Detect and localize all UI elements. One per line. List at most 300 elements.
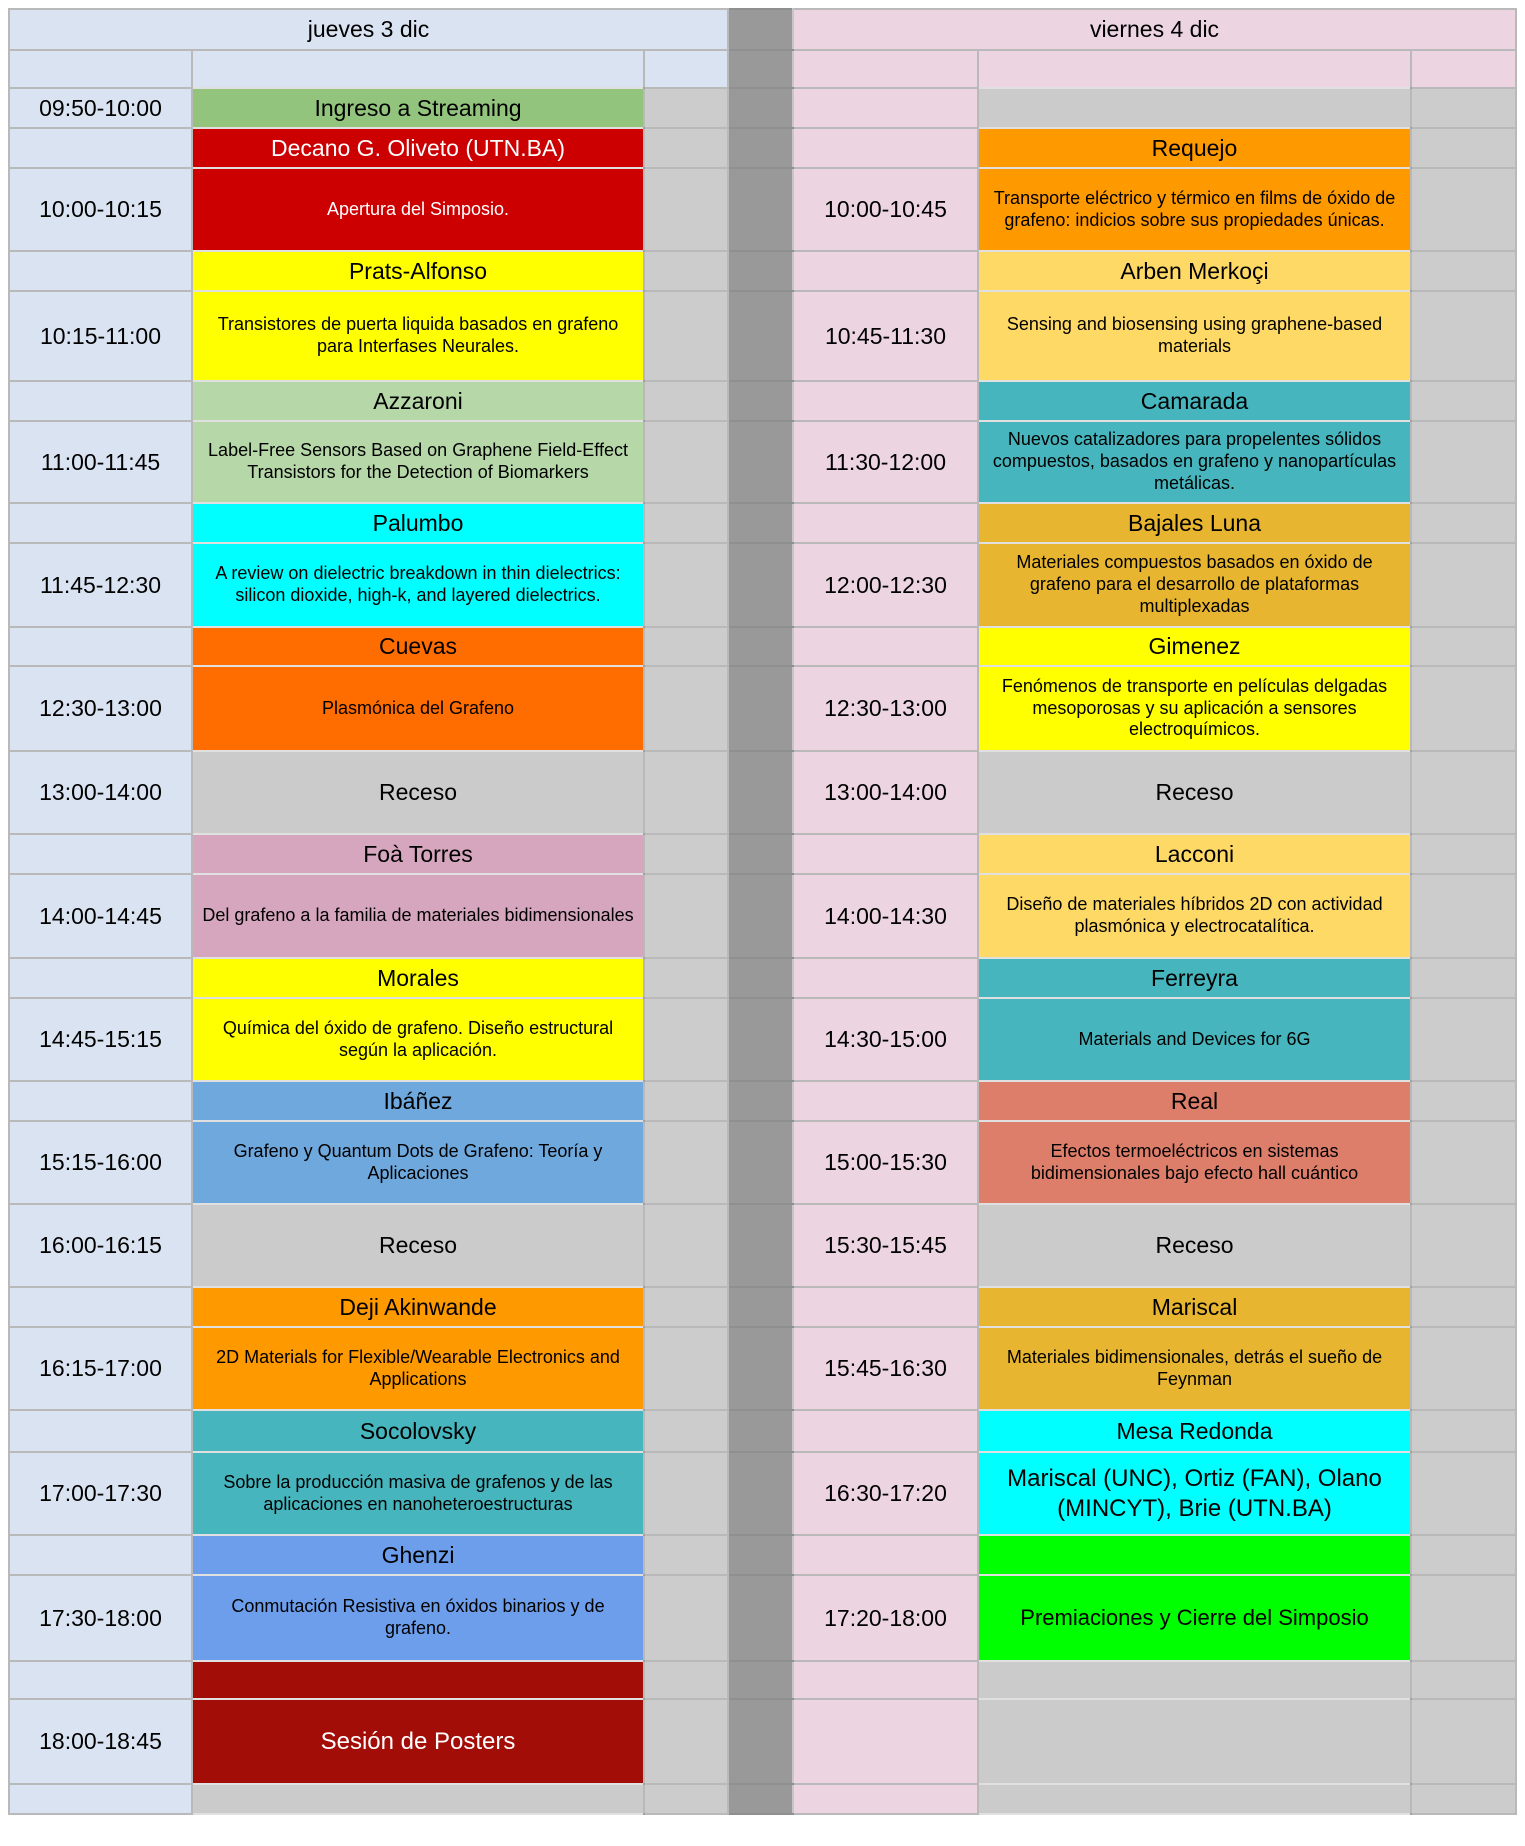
event-cell-right-r4-label: Transporte eléctrico y térmico en films de óxido de grafeno: indicios sobre sus propiedades únicas. <box>993 187 1396 230</box>
event-cell-right-r1[interactable] <box>978 50 1411 88</box>
divider-cell-r3 <box>728 128 793 168</box>
divider-cell-r9 <box>728 503 793 543</box>
time-cell-left-r13[interactable] <box>9 751 192 834</box>
event-cell-right-r12[interactable] <box>978 666 1411 751</box>
divider-cell-r12 <box>728 666 793 751</box>
time-cell-left-r28-label: 18:00-18:45 <box>39 1728 162 1754</box>
time-cell-right-r14[interactable] <box>793 834 978 874</box>
event-cell-left-r27[interactable] <box>192 1661 644 1699</box>
spacer-cell-left-r20 <box>644 1204 728 1287</box>
spacer-cell-left-r2 <box>644 88 728 128</box>
time-cell-right-r22-label: 15:45-16:30 <box>824 1355 947 1381</box>
time-cell-left-r20[interactable] <box>9 1204 192 1287</box>
event-cell-right-r22-label: Materiales bidimensionales, detrás el sueño de Feynman <box>1006 1346 1383 1389</box>
time-cell-left-r2-label: 09:50-10:00 <box>39 94 162 121</box>
time-cell-right-r18[interactable] <box>793 1081 978 1121</box>
event-cell-left-r7[interactable] <box>192 381 644 421</box>
event-cell-right-r28[interactable] <box>978 1699 1411 1784</box>
divider-cell-r18 <box>728 1081 793 1121</box>
time-cell-right-r13-label: 13:00-14:00 <box>824 779 947 805</box>
schedule-row-0 <box>9 9 1516 50</box>
divider-cell-r4 <box>728 168 793 251</box>
time-cell-left-r5[interactable] <box>9 251 192 291</box>
time-cell-left-r9[interactable] <box>9 503 192 543</box>
event-cell-left-r29[interactable] <box>192 1784 644 1814</box>
spacer-cell-right-r25 <box>1411 1535 1516 1575</box>
event-cell-right-r20[interactable] <box>978 1204 1411 1287</box>
time-cell-right-r19[interactable] <box>793 1121 978 1204</box>
event-cell-right-r26-label: Premiaciones y Cierre del Simposio <box>1020 1605 1369 1630</box>
divider-cell-r5 <box>728 251 793 291</box>
event-cell-right-r15[interactable] <box>978 874 1411 958</box>
schedule-row-27 <box>9 1661 1516 1699</box>
event-cell-left-r5[interactable] <box>192 251 644 291</box>
time-cell-right-r26[interactable] <box>793 1575 978 1661</box>
schedule-row-28 <box>9 1699 1516 1784</box>
time-cell-left-r13-label: 13:00-14:00 <box>39 779 162 805</box>
time-cell-right-r2[interactable] <box>793 88 978 128</box>
spacer-cell-right-r7 <box>1411 381 1516 421</box>
time-cell-left-r16[interactable] <box>9 958 192 998</box>
divider-cell-r16 <box>728 958 793 998</box>
spacer-cell-left-r12 <box>644 666 728 751</box>
event-cell-right-r18[interactable] <box>978 1081 1411 1121</box>
time-cell-right-r19-label: 15:00-15:30 <box>824 1149 947 1175</box>
event-cell-left-r12-label: Plasmónica del Grafeno <box>321 697 515 718</box>
time-cell-left-r4-label: 10:00-10:15 <box>39 196 162 222</box>
schedule-row-4 <box>9 168 1516 251</box>
spacer-cell-right-r8 <box>1411 421 1516 503</box>
event-cell-right-r5-label: Arben Merkoçi <box>1120 257 1269 284</box>
divider-cell-r11 <box>728 627 793 666</box>
spacer-cell-left-r3 <box>644 128 728 168</box>
time-cell-right-r3[interactable] <box>793 128 978 168</box>
time-cell-right-r10[interactable] <box>793 543 978 627</box>
time-cell-right-r20-label: 15:30-15:45 <box>824 1232 947 1258</box>
schedule-row-12 <box>9 666 1516 751</box>
event-cell-right-r16[interactable] <box>978 958 1411 998</box>
spacer-cell-left-r24 <box>644 1452 728 1535</box>
time-cell-left-r27[interactable] <box>9 1661 192 1699</box>
event-cell-right-r26[interactable] <box>978 1575 1411 1661</box>
spacer-cell-right-r18 <box>1411 1081 1516 1121</box>
spacer-cell-right-r22 <box>1411 1327 1516 1410</box>
schedule-row-20 <box>9 1204 1516 1287</box>
divider-cell-r10 <box>728 543 793 627</box>
event-cell-right-r21[interactable] <box>978 1287 1411 1327</box>
time-cell-left-r24[interactable] <box>9 1452 192 1535</box>
spacer-cell-left-r14 <box>644 834 728 874</box>
event-cell-right-r10[interactable] <box>978 543 1411 627</box>
time-cell-right-r9[interactable] <box>793 503 978 543</box>
schedule-row-2 <box>9 88 1516 128</box>
time-cell-left-r19[interactable] <box>9 1121 192 1204</box>
divider-cell-r23 <box>728 1410 793 1452</box>
day-header-friday-label: viernes 4 dic <box>1089 16 1220 42</box>
event-cell-left-r25[interactable] <box>192 1535 644 1575</box>
spacer-cell-right-r6 <box>1411 291 1516 381</box>
event-cell-right-r7-label: Camarada <box>1140 387 1249 414</box>
event-cell-left-r28-label: Sesión de Posters <box>320 1727 516 1755</box>
time-cell-left-r25[interactable] <box>9 1535 192 1575</box>
schedule-row-16 <box>9 958 1516 998</box>
schedule-row-11 <box>9 627 1516 666</box>
divider-cell-r13 <box>728 751 793 834</box>
time-cell-right-r17-label: 14:30-15:00 <box>824 1026 947 1052</box>
time-cell-left-r1[interactable] <box>9 50 192 88</box>
time-cell-right-r10-label: 12:00-12:30 <box>824 571 947 598</box>
time-cell-left-r15[interactable] <box>9 874 192 958</box>
event-cell-left-r16-label: Morales <box>377 964 459 991</box>
time-cell-left-r14[interactable] <box>9 834 192 874</box>
event-cell-right-r24-label: Mariscal (UNC), Ortiz (FAN), Olano (MINCYT), Brie (UTN.BA) <box>1007 1464 1382 1522</box>
schedule-row-14 <box>9 834 1516 874</box>
event-cell-left-r7-label: Azzaroni <box>373 387 463 414</box>
divider-cell-r1 <box>728 50 793 88</box>
event-cell-right-r25[interactable] <box>978 1535 1411 1575</box>
spacer-cell-right-r19 <box>1411 1121 1516 1204</box>
event-cell-left-r23[interactable] <box>192 1410 644 1452</box>
event-cell-left-r24[interactable] <box>192 1452 644 1535</box>
event-cell-left-r15[interactable] <box>192 874 644 958</box>
event-cell-left-r6-label: Transistores de puerta liquida basados en grafeno para Interfases Neurales. <box>217 314 619 356</box>
event-cell-left-r19-label: Grafeno y Quantum Dots de Grafeno: Teoría y Aplicaciones <box>233 1140 603 1183</box>
event-cell-left-r2-label: Ingreso a Streaming <box>314 94 522 121</box>
event-cell-right-r27[interactable] <box>978 1661 1411 1699</box>
event-cell-left-r8-label: Label-Free Sensors Based on Graphene Field-Effect Transistors for the Detection of Biomarkers <box>208 440 628 482</box>
divider-cell-r17 <box>728 998 793 1081</box>
event-cell-left-r23-label: Socolovsky <box>359 1417 477 1444</box>
time-cell-left-r21[interactable] <box>9 1287 192 1327</box>
time-cell-right-r8-label: 11:30-12:00 <box>824 448 947 475</box>
event-cell-left-r21[interactable] <box>192 1287 644 1327</box>
event-cell-right-r11[interactable] <box>978 627 1411 666</box>
event-cell-left-r26-label: Conmutación Resistiva en óxidos binarios y de grafeno. <box>231 1596 605 1638</box>
event-cell-left-r20[interactable] <box>192 1204 644 1287</box>
time-cell-right-r1[interactable] <box>793 50 978 88</box>
event-cell-left-r4[interactable] <box>192 168 644 251</box>
time-cell-left-r18[interactable] <box>9 1081 192 1121</box>
spacer-cell-right-r2 <box>1411 88 1516 128</box>
event-cell-left-r18[interactable] <box>192 1081 644 1121</box>
time-cell-right-r12[interactable] <box>793 666 978 751</box>
event-cell-left-r19[interactable] <box>192 1121 644 1204</box>
event-cell-right-r14[interactable] <box>978 834 1411 874</box>
event-cell-left-r22[interactable] <box>192 1327 644 1410</box>
time-cell-left-r2[interactable] <box>9 88 192 128</box>
divider-cell-r20 <box>728 1204 793 1287</box>
spacer-cell-left-r7 <box>644 381 728 421</box>
event-cell-right-r16-label: Ferreyra <box>1151 964 1238 991</box>
event-cell-right-r4[interactable] <box>978 168 1411 251</box>
time-cell-left-r6-label: 10:15-11:00 <box>39 322 162 349</box>
time-cell-left-r29[interactable] <box>9 1784 192 1814</box>
time-cell-right-r5[interactable] <box>793 251 978 291</box>
event-cell-left-r5-label: Prats-Alfonso <box>348 257 488 284</box>
spacer-cell-right-r20 <box>1411 1204 1516 1287</box>
spacer-cell-left-r6 <box>644 291 728 381</box>
event-cell-right-r6[interactable] <box>978 291 1411 381</box>
event-cell-left-r11[interactable] <box>192 627 644 666</box>
event-cell-right-r19[interactable] <box>978 1121 1411 1204</box>
spacer-cell-right-r23 <box>1411 1410 1516 1452</box>
spacer-cell-left-r29 <box>644 1784 728 1814</box>
event-cell-left-r9[interactable] <box>192 503 644 543</box>
spacer-cell-right-r27 <box>1411 1661 1516 1699</box>
event-cell-left-r4-label: Apertura del Simposio. <box>326 198 510 219</box>
time-cell-left-r19-label: 15:15-16:00 <box>39 1149 162 1175</box>
time-cell-left-r6[interactable] <box>9 291 192 381</box>
divider-cell-r29 <box>728 1784 793 1814</box>
event-cell-left-r14[interactable] <box>192 834 644 874</box>
divider-cell-r7 <box>728 381 793 421</box>
day-header-thursday-label: jueves 3 dic <box>307 16 430 42</box>
event-cell-right-r19-label: Efectos termoeléctricos en sistemas bidimensionales bajo efecto hall cuántico <box>1030 1140 1359 1183</box>
time-cell-right-r17[interactable] <box>793 998 978 1081</box>
schedule-row-19 <box>9 1121 1516 1204</box>
time-cell-left-r17[interactable] <box>9 998 192 1081</box>
event-cell-left-r2[interactable] <box>192 88 644 128</box>
event-cell-left-r17-label: Química del óxido de grafeno. Diseño estructural según la aplicación. <box>222 1017 614 1060</box>
spacer-cell-left-r19 <box>644 1121 728 1204</box>
event-cell-left-r20-label: Receso <box>379 1232 457 1258</box>
time-cell-left-r23[interactable] <box>9 1410 192 1452</box>
time-cell-right-r26-label: 17:20-18:00 <box>824 1604 947 1631</box>
event-cell-right-r6-label: Sensing and biosensing using graphene-based materials <box>1006 314 1383 356</box>
event-cell-left-r3[interactable] <box>192 128 644 168</box>
time-cell-left-r26[interactable] <box>9 1575 192 1661</box>
time-cell-left-r20-label: 16:00-16:15 <box>39 1232 162 1258</box>
event-cell-left-r18-label: Ibáñez <box>383 1087 453 1114</box>
spacer-cell-right-r14 <box>1411 834 1516 874</box>
time-cell-left-r10[interactable] <box>9 543 192 627</box>
divider-cell-r0 <box>728 9 793 50</box>
event-cell-left-r10-label: A review on dielectric breakdown in thin dielectrics: silicon dioxide, high-k, and layered dielectrics. <box>215 563 621 605</box>
time-cell-left-r22[interactable] <box>9 1327 192 1410</box>
event-cell-left-r1[interactable] <box>192 50 644 88</box>
time-cell-left-r4[interactable] <box>9 168 192 251</box>
time-cell-right-r28[interactable] <box>793 1699 978 1784</box>
time-cell-left-r17-label: 14:45-15:15 <box>39 1026 162 1052</box>
time-cell-right-r13[interactable] <box>793 751 978 834</box>
time-cell-right-r15[interactable] <box>793 874 978 958</box>
time-cell-left-r15-label: 14:00-14:45 <box>39 902 162 929</box>
schedule-row-18 <box>9 1081 1516 1121</box>
event-cell-right-r9-label: Bajales Luna <box>1128 509 1261 536</box>
spacer-cell-left-r23 <box>644 1410 728 1452</box>
time-cell-right-r20[interactable] <box>793 1204 978 1287</box>
time-cell-right-r27[interactable] <box>793 1661 978 1699</box>
time-cell-left-r28[interactable] <box>9 1699 192 1784</box>
event-cell-left-r6[interactable] <box>192 291 644 381</box>
event-cell-left-r28[interactable] <box>192 1699 644 1784</box>
spacer-cell-left-r18 <box>644 1081 728 1121</box>
time-cell-right-r15-label: 14:00-14:30 <box>824 902 947 929</box>
schedule-row-9 <box>9 503 1516 543</box>
event-cell-left-r16[interactable] <box>192 958 644 998</box>
spacer-cell-left-r15 <box>644 874 728 958</box>
event-cell-right-r23-label: Mesa Redonda <box>1116 1417 1273 1444</box>
spacer-cell-right-r21 <box>1411 1287 1516 1327</box>
schedule-row-7 <box>9 381 1516 421</box>
event-cell-right-r11-label: Gimenez <box>1148 633 1241 659</box>
event-cell-left-r21-label: Deji Akinwande <box>339 1293 497 1320</box>
spacer-cell-right-r3 <box>1411 128 1516 168</box>
spacer-cell-right-r24 <box>1411 1452 1516 1535</box>
schedule-row-24 <box>9 1452 1516 1535</box>
schedule-row-17 <box>9 998 1516 1081</box>
spacer-cell-right-r29 <box>1411 1784 1516 1814</box>
divider-cell-r27 <box>728 1661 793 1699</box>
spacer-cell-right-r28 <box>1411 1699 1516 1784</box>
spacer-cell-left-r9 <box>644 503 728 543</box>
event-cell-right-r5[interactable] <box>978 251 1411 291</box>
time-cell-right-r29[interactable] <box>793 1784 978 1814</box>
event-cell-right-r24[interactable] <box>978 1452 1411 1535</box>
event-cell-left-r13-label: Receso <box>379 779 457 805</box>
time-cell-right-r12-label: 12:30-13:00 <box>824 695 947 721</box>
event-cell-right-r17-label: Materials and Devices for 6G <box>1078 1028 1311 1049</box>
spacer-cell-left-r10 <box>644 543 728 627</box>
event-cell-right-r13[interactable] <box>978 751 1411 834</box>
time-cell-left-r26-label: 17:30-18:00 <box>39 1604 162 1631</box>
time-cell-right-r4-label: 10:00-10:45 <box>824 196 947 222</box>
event-cell-left-r13[interactable] <box>192 751 644 834</box>
time-cell-right-r8[interactable] <box>793 421 978 503</box>
spacer-cell-left-r13 <box>644 751 728 834</box>
spacer-cell-left-r16 <box>644 958 728 998</box>
event-cell-left-r26[interactable] <box>192 1575 644 1661</box>
spacer-cell-left-r11 <box>644 627 728 666</box>
event-cell-right-r3[interactable] <box>978 128 1411 168</box>
event-cell-right-r10-label: Materiales compuestos basados en óxido de grafeno para el desarrollo de plataformas multiplexadas <box>1016 552 1373 616</box>
time-cell-right-r23[interactable] <box>793 1410 978 1452</box>
time-cell-left-r7[interactable] <box>9 381 192 421</box>
event-cell-right-r3-label: Requejo <box>1151 134 1238 161</box>
divider-cell-r28 <box>728 1699 793 1784</box>
time-cell-right-r25[interactable] <box>793 1535 978 1575</box>
event-cell-right-r12-label: Fenómenos de transporte en películas delgadas mesoporosas y su aplicación a sensores electroquímicos. <box>1001 675 1388 740</box>
spacer-cell-right-r13 <box>1411 751 1516 834</box>
time-cell-right-r21[interactable] <box>793 1287 978 1327</box>
event-cell-right-r8-label: Nuevos catalizadores para propelentes sólidos compuestos, basados en grafeno y nanopartículas metálicas. <box>992 429 1397 493</box>
event-cell-right-r8[interactable] <box>978 421 1411 503</box>
time-cell-right-r22[interactable] <box>793 1327 978 1410</box>
time-cell-right-r6[interactable] <box>793 291 978 381</box>
spacer-cell-left-r25 <box>644 1535 728 1575</box>
time-cell-left-r11[interactable] <box>9 627 192 666</box>
divider-cell-r19 <box>728 1121 793 1204</box>
schedule-row-22 <box>9 1327 1516 1410</box>
time-cell-left-r8[interactable] <box>9 421 192 503</box>
time-cell-right-r6-label: 10:45-11:30 <box>824 322 947 349</box>
event-cell-left-r24-label: Sobre la producción masiva de grafenos y de las aplicaciones en nanoheteroestructuras <box>223 1471 613 1514</box>
schedule-row-13 <box>9 751 1516 834</box>
time-cell-right-r11[interactable] <box>793 627 978 666</box>
spacer-cell-right-r15 <box>1411 874 1516 958</box>
time-cell-left-r3[interactable] <box>9 128 192 168</box>
event-cell-left-r8[interactable] <box>192 421 644 503</box>
event-cell-left-r11-label: Cuevas <box>379 633 457 659</box>
event-cell-right-r13-label: Receso <box>1155 779 1234 805</box>
divider-cell-r22 <box>728 1327 793 1410</box>
event-cell-left-r22-label: 2D Materials for Flexible/Wearable Electronics and Applications <box>216 1346 620 1389</box>
spacer-cell-right-r9 <box>1411 503 1516 543</box>
divider-cell-r2 <box>728 88 793 128</box>
time-cell-left-r8-label: 11:00-11:45 <box>40 448 161 475</box>
schedule-row-8 <box>9 421 1516 503</box>
divider-cell-r15 <box>728 874 793 958</box>
spacer-cell-left-r1 <box>644 50 728 88</box>
spacer-cell-right-r5 <box>1411 251 1516 291</box>
divider-cell-r21 <box>728 1287 793 1327</box>
divider-cell-r8 <box>728 421 793 503</box>
time-cell-left-r10-label: 11:45-12:30 <box>39 571 162 598</box>
spacer-cell-right-r1 <box>1411 50 1516 88</box>
spacer-cell-left-r26 <box>644 1575 728 1661</box>
time-cell-left-r24-label: 17:00-17:30 <box>39 1480 162 1506</box>
event-cell-left-r3-label: Decano G. Oliveto (UTN.BA) <box>271 134 565 161</box>
event-cell-right-r29[interactable] <box>978 1784 1411 1814</box>
schedule-row-26 <box>9 1575 1516 1661</box>
time-cell-left-r22-label: 16:15-17:00 <box>39 1355 162 1381</box>
spacer-cell-right-r10 <box>1411 543 1516 627</box>
schedule-row-3 <box>9 128 1516 168</box>
spacer-cell-left-r17 <box>644 998 728 1081</box>
divider-cell-r6 <box>728 291 793 381</box>
spacer-cell-right-r16 <box>1411 958 1516 998</box>
event-cell-right-r23[interactable] <box>978 1410 1411 1452</box>
event-cell-left-r17[interactable] <box>192 998 644 1081</box>
spacer-cell-left-r22 <box>644 1327 728 1410</box>
event-cell-right-r21-label: Mariscal <box>1151 1293 1238 1320</box>
event-cell-left-r10[interactable] <box>192 543 644 627</box>
spacer-cell-right-r26 <box>1411 1575 1516 1661</box>
time-cell-left-r12-label: 12:30-13:00 <box>39 695 162 721</box>
schedule-row-23 <box>9 1410 1516 1452</box>
spacer-cell-right-r17 <box>1411 998 1516 1081</box>
event-cell-right-r9[interactable] <box>978 503 1411 543</box>
divider-cell-r14 <box>728 834 793 874</box>
event-cell-right-r22[interactable] <box>978 1327 1411 1410</box>
spacer-cell-left-r8 <box>644 421 728 503</box>
spacer-cell-right-r11 <box>1411 627 1516 666</box>
time-cell-right-r16[interactable] <box>793 958 978 998</box>
event-cell-right-r17[interactable] <box>978 998 1411 1081</box>
schedule-row-5 <box>9 251 1516 291</box>
schedule-row-1 <box>9 50 1516 88</box>
spacer-cell-right-r12 <box>1411 666 1516 751</box>
divider-cell-r25 <box>728 1535 793 1575</box>
event-cell-right-r15-label: Diseño de materiales híbridos 2D con actividad plasmónica y electrocatalítica. <box>1006 894 1383 936</box>
schedule-row-15 <box>9 874 1516 958</box>
schedule-row-29 <box>9 1784 1516 1814</box>
event-cell-left-r25-label: Ghenzi <box>381 1541 455 1568</box>
divider-cell-r24 <box>728 1452 793 1535</box>
schedule-row-25 <box>9 1535 1516 1575</box>
time-cell-right-r4[interactable] <box>793 168 978 251</box>
event-cell-right-r7[interactable] <box>978 381 1411 421</box>
time-cell-right-r7[interactable] <box>793 381 978 421</box>
spacer-cell-right-r4 <box>1411 168 1516 251</box>
event-cell-left-r14-label: Foà Torres <box>363 840 473 867</box>
time-cell-right-r24[interactable] <box>793 1452 978 1535</box>
time-cell-left-r12[interactable] <box>9 666 192 751</box>
day-header-thursday <box>9 9 728 50</box>
spacer-cell-left-r21 <box>644 1287 728 1327</box>
event-cell-right-r2[interactable] <box>978 88 1411 128</box>
event-cell-left-r12[interactable] <box>192 666 644 751</box>
